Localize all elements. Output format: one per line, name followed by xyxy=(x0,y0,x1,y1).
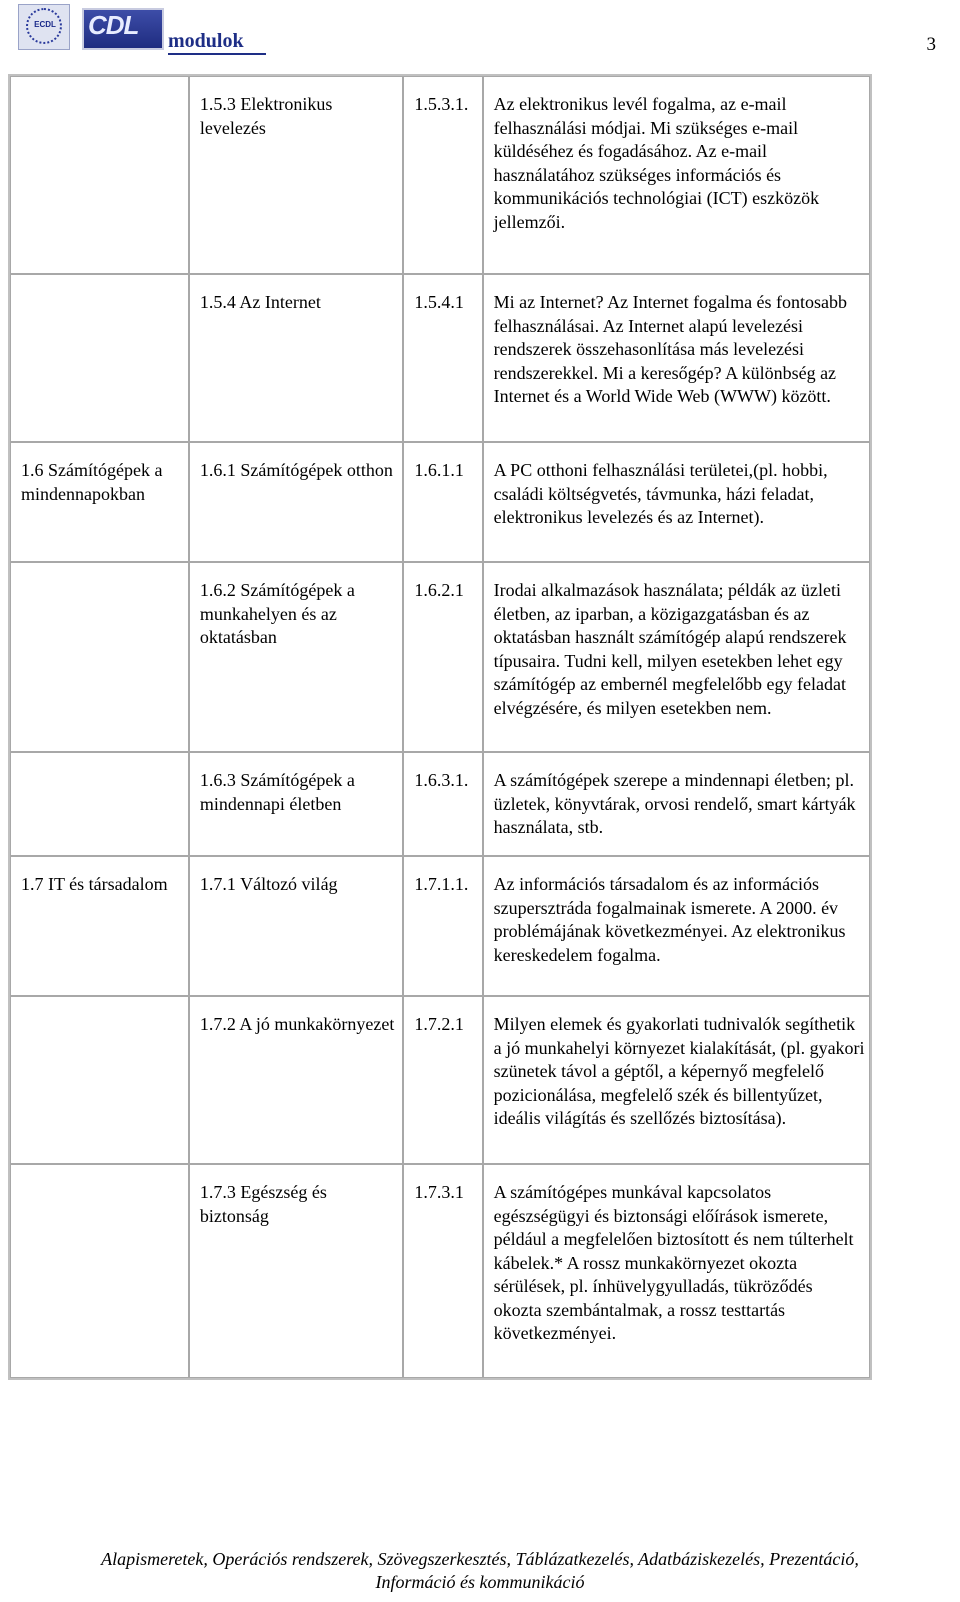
description-cell: Mi az Internet? Az Internet fogalma és fontosabb felhasználásai. Az Internet alapú levelezési rendszerek összehasonlítása más levelezési rendszerekkel. Mi a keresőgép? A különbség az Internet és a World Wide Web (WWW) között. xyxy=(483,274,870,442)
table-row xyxy=(10,562,870,752)
area-cell xyxy=(10,1164,189,1378)
description-cell: Az információs társadalom és az információs szupersztráda fogalmainak ismerete. A 2000. év problémájának következményei. Az elektronikus kereskedelem fogalma. xyxy=(483,856,870,996)
area-cell xyxy=(10,76,189,274)
description-cell: Irodai alkalmazások használata; példák az üzleti életben, az iparban, a közigazgatásban és az oktatásban használt számítógép alapú rendszerek típusaira. Tudni kell, milyen esetekben lehet egy számítógép az embernél megfelelőbb egy feladat elvégzésére, és milyen esetekben nem. xyxy=(483,562,870,752)
topic-cell: 1.7.3 Egészség és biztonság xyxy=(189,1164,403,1378)
description-cell: Az elektronikus levél fogalma, az e-mail felhasználási módjai. Mi szükséges e-mail küldéséhez és fogadásához. Az e-mail használatához szükséges információs és kommunikációs technológiai (ICT) eszközök jellemzői. xyxy=(483,76,870,274)
area-cell xyxy=(10,752,189,856)
description-cell: A PC otthoni felhasználási területei,(pl. hobbi, családi költségvetés, távmunka, házi feladat, elektronikus levelezés és az Internet). xyxy=(483,442,870,562)
area-cell: 1.6 Számítógépek a mindennapokban xyxy=(10,442,189,562)
ref-cell: 1.7.3.1 xyxy=(403,1164,482,1378)
header-underline xyxy=(168,53,266,55)
page-header xyxy=(18,4,948,55)
area-cell: 1.7 IT és társadalom xyxy=(10,856,189,996)
topic-cell: 1.6.2 Számítógépek a munkahelyen és az oktatásban xyxy=(189,562,403,752)
table-row xyxy=(10,76,870,274)
area-cell xyxy=(10,996,189,1164)
topic-cell: 1.5.3 Elektronikus levelezés xyxy=(189,76,403,274)
topic-cell: 1.5.4 Az Internet xyxy=(189,274,403,442)
ref-cell: 1.6.2.1 xyxy=(403,562,482,752)
ref-cell: 1.7.1.1. xyxy=(403,856,482,996)
ecdl-logo xyxy=(18,4,70,50)
cdl-logo xyxy=(82,8,164,50)
topic-cell: 1.6.3 Számítógépek a mindennapi életben xyxy=(189,752,403,856)
syllabus-table xyxy=(8,74,872,1380)
table-row xyxy=(10,1164,870,1378)
ecdl-logo-text: ECDL xyxy=(34,20,56,29)
page-number: 3 xyxy=(926,34,936,55)
description-cell: A számítógépes munkával kapcsolatos egészségügyi és biztonsági előírások ismerete, például a megfelelően biztosított és nem túlterhelt kábelek.* A rossz munkakörnyezet okozta sérülések, pl. ínhüvelygyulladás, tükröződés okozta szembántalmak, a rossz testtartás következményei. xyxy=(483,1164,870,1378)
area-cell xyxy=(10,274,189,442)
topic-cell: 1.7.2 A jó munkakörnyezet xyxy=(189,996,403,1164)
table-row xyxy=(10,442,870,562)
table-row xyxy=(10,856,870,996)
table-row xyxy=(10,752,870,856)
cdl-logo-text: CDL xyxy=(88,10,139,40)
footer-line-1: Alapismeretek, Operációs rendszerek, Szövegszerkesztés, Táblázatkezelés, Adatbáziskezelés, Prezentáció, xyxy=(101,1549,859,1569)
ref-cell: 1.6.3.1. xyxy=(403,752,482,856)
topic-cell: 1.6.1 Számítógépek otthon xyxy=(189,442,403,562)
ref-cell: 1.5.3.1. xyxy=(403,76,482,274)
footer-line-2: Információ és kommunikáció xyxy=(375,1572,585,1592)
table-row xyxy=(10,274,870,442)
description-cell: Milyen elemek és gyakorlati tudnivalók segíthetik a jó munkahelyi környezet kialakítását, (pl. gyakori szünetek távol a géptől, a képernyő megfelelő pozicionálása, megfelelő szék és billentyűzet, ideális világítás és szellőzés biztosítása). xyxy=(483,996,870,1164)
page-footer xyxy=(0,1548,960,1594)
ref-cell: 1.6.1.1 xyxy=(403,442,482,562)
area-cell xyxy=(10,562,189,752)
description-cell: A számítógépek szerepe a mindennapi életben; pl. üzletek, könyvtárak, orvosi rendelő, smart kártyák használata, stb. xyxy=(483,752,870,856)
topic-cell: 1.7.1 Változó világ xyxy=(189,856,403,996)
ref-cell: 1.5.4.1 xyxy=(403,274,482,442)
ref-cell: 1.7.2.1 xyxy=(403,996,482,1164)
header-title: modulok xyxy=(168,30,244,52)
table-row xyxy=(10,996,870,1164)
